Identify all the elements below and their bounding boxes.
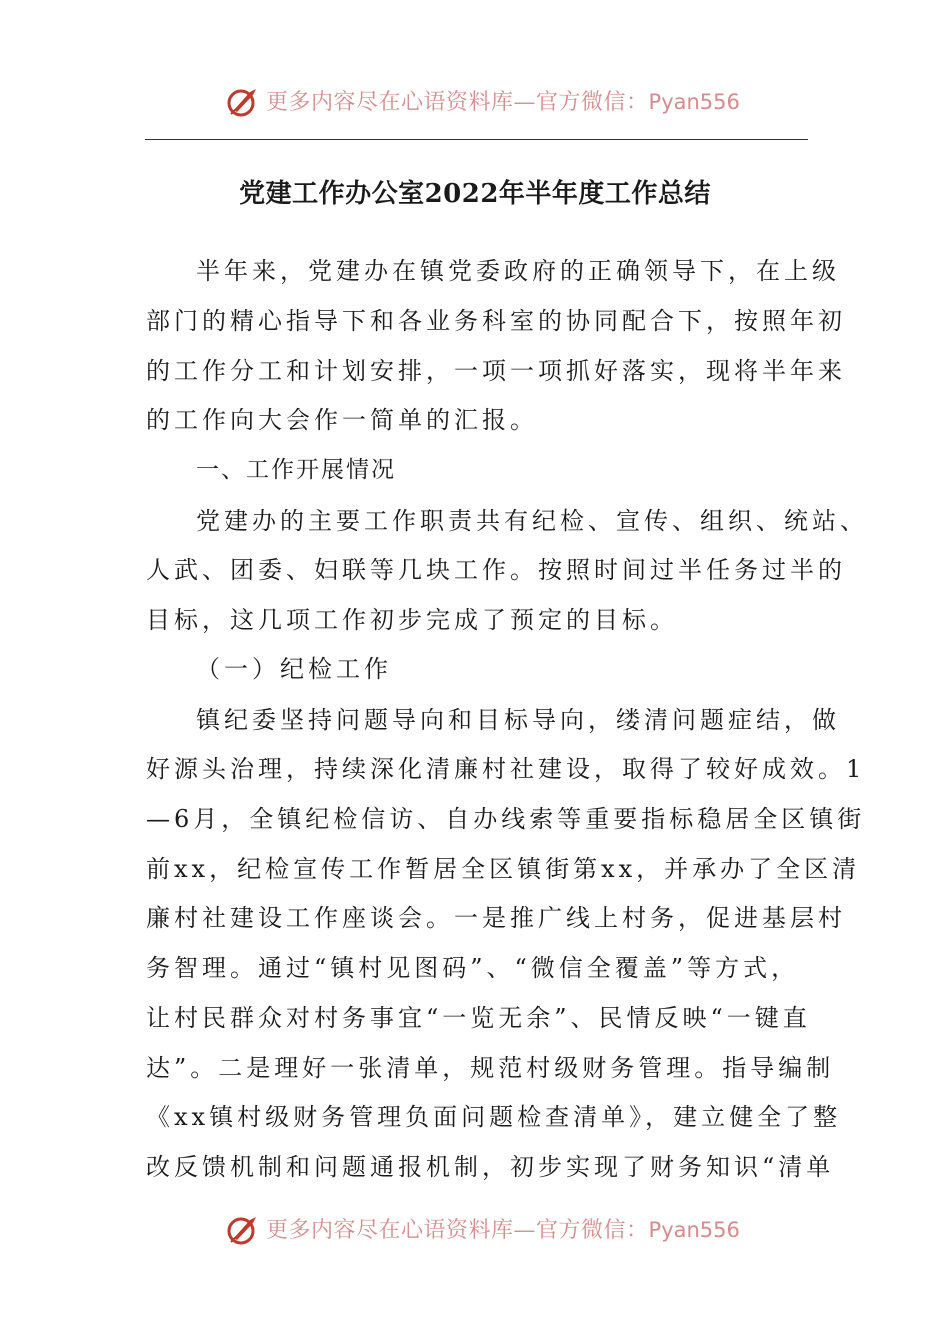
paragraph-line: 目标，这几项工作初步完成了预定的目标。 — [146, 606, 678, 634]
quill-logo-icon — [226, 86, 260, 118]
header-watermark — [0, 82, 950, 122]
document-title: 党建工作办公室2022年半年度工作总结 — [239, 179, 711, 209]
paragraph-line: 党建办的主要工作职责共有纪检、宣传、组织、统站、 — [196, 507, 868, 535]
paragraph-line: 达”。二是理好一张清单，规范村级财务管理。指导编制 — [146, 1054, 835, 1082]
paragraph-line: 《xx镇村级财务管理负面问题检查清单》，建立健全了整 — [146, 1103, 842, 1131]
paragraph-line: —6月，全镇纪检信访、自办线索等重要指标稳居全区镇街 — [146, 805, 866, 833]
watermark-text: 更多内容尽在心语资料库—官方微信：Pyan556 — [266, 1218, 740, 1243]
paragraph-line: 的工作向大会作一简单的汇报。 — [146, 406, 538, 434]
paragraph-line: 务智理。通过“镇村见图码”、“微信全覆盖”等方式， — [146, 954, 800, 982]
paragraph-line: 部门的精心指导下和各业务科室的协同配合下，按照年初 — [146, 307, 846, 335]
paragraph-line: 前xx，纪检宣传工作暂居全区镇街第xx，并承办了全区清 — [146, 855, 861, 883]
paragraph-line: 改反馈机制和问题通报机制，初步实现了财务知识“清单 — [146, 1153, 835, 1181]
footer-watermark — [0, 1210, 950, 1250]
subsection-heading: （一）纪检工作 — [196, 655, 392, 683]
paragraph-line: 半年来，党建办在镇党委政府的正确领导下，在上级 — [196, 257, 840, 285]
quill-logo-icon — [226, 1214, 260, 1246]
paragraph-line: 的工作分工和计划安排，一项一项抓好落实，现将半年来 — [146, 357, 846, 385]
paragraph-line: 好源头治理，持续深化清廉村社建设，取得了较好成效。1 — [146, 755, 866, 783]
paragraph-line: 镇纪委坚持问题导向和目标导向，缕清问题症结，做 — [196, 706, 840, 734]
paragraph-line: 人武、团委、妇联等几块工作。按照时间过半任务过半的 — [146, 556, 846, 584]
watermark-text: 更多内容尽在心语资料库—官方微信：Pyan556 — [266, 90, 740, 115]
section-heading: 一、工作开展情况 — [196, 457, 396, 483]
paragraph-line: 廉村社建设工作座谈会。一是推广线上村务，促进基层村 — [146, 904, 846, 932]
header-divider — [145, 139, 808, 140]
paragraph-line: 让村民群众对村务事宜“一览无余”、民情反映“一键直 — [146, 1004, 811, 1032]
